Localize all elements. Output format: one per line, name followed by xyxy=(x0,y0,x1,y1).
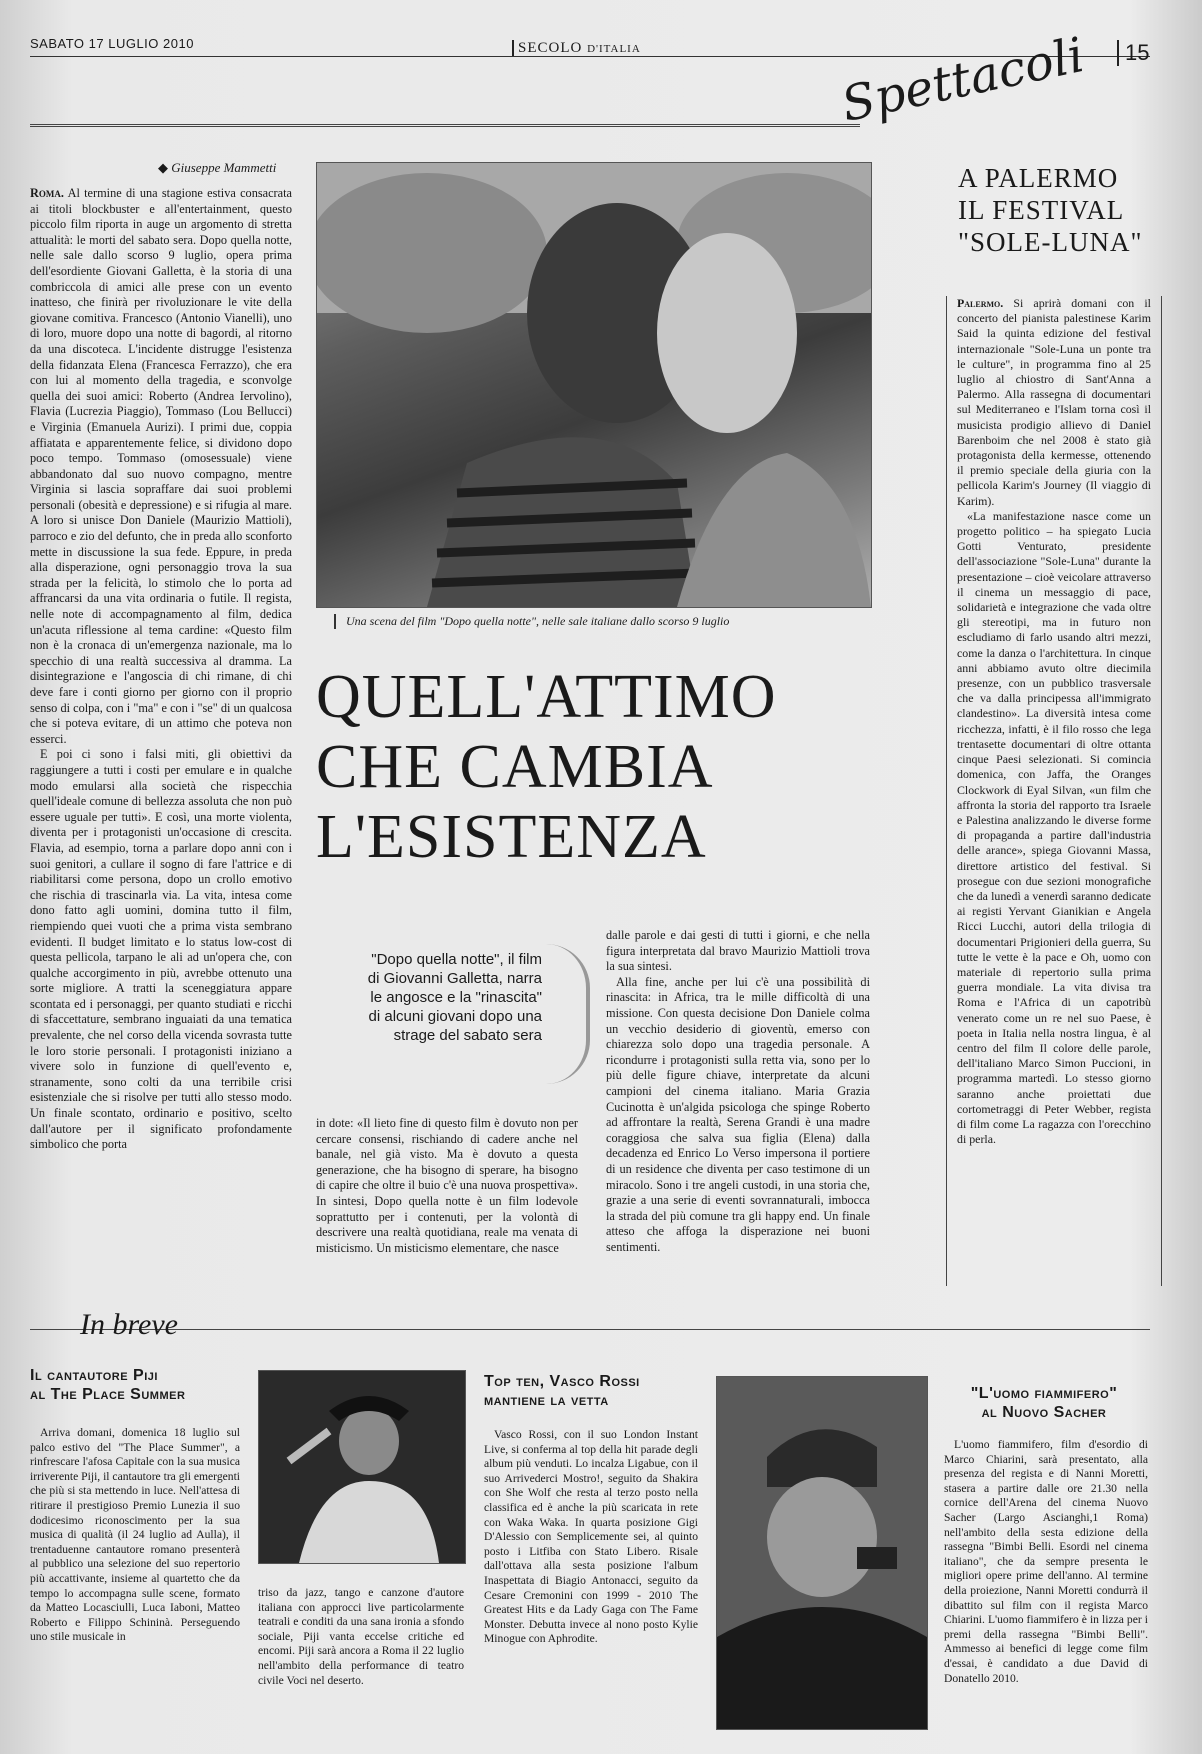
brief-title-line: al The Place Summer xyxy=(30,1386,186,1403)
brief-title-line: Il cantautore Piji xyxy=(30,1367,158,1384)
paragraph-text: Si aprirà domani con il concerto del pianista palestinese Karim Said la quinta edizione del festival internazionale "Sole-Luna un ponte tra le culture", in programma fino al 25 luglio al chiostro di Sant'Anna a Palermo. Alla rassegna di documentari sul Mediterraneo e l'Islam torna così il musicista prodigio allievo di Daniel Barenboim che nel 2008 è stato già protagonista della kermesse, ottenendo il premio speciale della giuria con la pellicola Karim's Journey (Il viaggio di Karim). xyxy=(957,296,1151,508)
photo-illustration xyxy=(259,1371,465,1563)
paragraph-text: Al termine di una stagione estiva consacrata ai titoli blockbuster e all'entertainment, questo piccolo film riporta in auge un argomento di stretta attualità: le morti del sabato sera. Dopo quella notte, nelle sale dallo scorso 9 luglio, opera prima dell'esordiente Giovani Galletta, è la storia di una combriccola di amici alle prese con un evento inatteso, che finirà per rivoluzionare le vite della giovane comitiva. Francesco (Antonio Vianelli), uno di loro, muore dopo una notte di bagordi, al ritorno da una discoteca. L'incidente distrugge l'esistenza della fidanzata Elena (Francesca Ferrazzo), che era con lui al momento della tragedia, e sconvolge quella dei suoi amici: Roberto (Andrea Iervolino), Flavia (Lucrezia Piaggio), Tommaso (Lou Bellucci) e Virginia (Emanuela Aurizi). I primi due, coppia affiatata e apparentemente felice, si dividono dopo poco tempo. Tommaso (omosessuale) viene abbandonato dal suo nuovo compagno, mentre Virginia si lascia sopraffare dai suoi problemi personali (obesità e depressione) e si rifugia al mare. A loro si unisce Don Daniele (Maurizio Mattioli), parroco e zio del defunto, che in preda allo sconforto mette in discussione la sua fede. Eppure, in preda alla disperazione, ogni personaggio trova la sua strada per la felicità, lo stimolo che lo porta ad affrancarsi da una vita ordinaria o futile. Il regista, nelle note di accompagnamento al film, dedica un'acuta riflessione al tema cardine: «Questo film non è la cronaca di un'emergenza nazionale, ma lo specchio di una realtà successiva al dramma. La disintegrazione e l'angoscia di chi rimane, di chi deve fare i conti giorno per giorno con il proprio senso di colpa, con i "ma" e con i "se" di un qualcosa che si poteva evitare, di un attimo che poteva non esserci. xyxy=(30,186,292,746)
brief-paragraph: Arriva domani, domenica 18 luglio sul palco estivo del "The Place Summer", a rinfrescare l'afosa Capitale con la sua musica irriverente Piji, il cantautore tra gli emergenti che più si sta mettendo in luce. Nell'attesa di ritirare il prestigioso Premio Lunezia il suo dodicesimo riconoscimento per la sua musica di qualità (il 24 luglio ad Aulla), il trentaduenne cantautore romano presenterà al pubblico una selezione del suo repertorio più accattivante, insieme al quartetto che da tempo lo accompagna sulle scene, formato da Matteo Locasciulli, Luca Iaboni, Matteo Roberto e Filippo Schininà. Perseguendo uno stile musicale in xyxy=(30,1426,240,1644)
pull-quote-bracket xyxy=(546,944,590,1084)
brief-title-line: "L'uomo fiammifero" xyxy=(970,1385,1118,1402)
brief-title xyxy=(484,1372,694,1410)
sidebar-headline-line: "SOLE-LUNA" xyxy=(958,227,1143,257)
article-paragraph: «La manifestazione nasce come un progetto politico – ha spiegato Lucia Gotti Venturato, presidente dell'associazione "Sole-Luna" durante la presentazione – cioè veicolare attraverso il cinema un messaggio di pace, solidarietà e integrazione che vada oltre gli stereotipi, ma in futuro non escludiamo di farlo usando altri mezzi, come la danza o l'architettura. In cinque anni abbiamo avuto oltre diecimila presenze, con un pubblico trasversale che va dalla principessa all'immigrato clandestino». La diversità intesa come ricchezza, infatti, è il filo rosso che lega trentasette documentari di oltre ottanta cinque Paesi selezionati. Si comincia domenica, con Jaffa, the Oranges Clockwork di Eyal Silvan, «un film che affronta la storia del rapporto tra Israele e Palestina analizzando le diverse forme di propaganda a partire dall'industria delle arance», spiega Giovanni Massa, direttore artistico del festival. Si prosegue con due sezioni monografiche che da lunedì a venerdì saranno dedicate ai registi Yervant Gianikian e Angela Ricci Lucchi, autori della trilogia di documentari Prigionieri della guerra, Su tutte le vette è la pace e Oh, uomo con materiale di repertorio sulla prima guerra mondiale. La vita divisa tra Roma e l'Africa di un capotribù venerato come un re nel suo Paese, è poeta in Italia nella nostra lingua, è al centro del film Il colore delle parole, dell'italiano Marco Simon Puccioni, in programma martedì. Lo stesso giorno saranno anche proiettati due cortometraggi di Peter Webber, regista di film come La ragazza con l'orecchino di perla. xyxy=(957,508,1151,1147)
article-headline xyxy=(316,662,876,872)
page-number: 15 xyxy=(1117,40,1149,66)
photo-caption: Una scena del film "Dopo quella notte", nelle sale italiane dallo scorso 9 luglio xyxy=(334,614,876,629)
brief-body-continued xyxy=(258,1586,464,1726)
brief-title xyxy=(30,1366,240,1404)
in-breve-label: In breve xyxy=(80,1308,178,1341)
brief-paragraph: triso da jazz, tango e canzone d'autore italiana con approcci live particolarmente teatrali e conditi da una sana ironia a sfondo sociale, Piji vanta eccelse critiche ed encomi. Piji sarà ancora a Roma il 22 luglio nell'ambito della performance di teatro civile Voci nel deserto. xyxy=(258,1586,464,1687)
singer-photo xyxy=(258,1370,466,1564)
article-paragraph: dalle parole e dai gesti di tutti i giorni, e che nella figura interpretata dal bravo Maurizio Mattioli trova la sua sintesi. xyxy=(606,928,870,974)
film-scene-photo xyxy=(316,162,872,608)
article-paragraph: Alla fine, anche per lui c'è una possibilità di rinascita: in Africa, tra le mille difficoltà di una missione. Con questa decisione Don Daniele colma un vecchio desiderio di gioventù, emerso con chiarezza solo dopo una tragedia personale. A ricondurre i protagonisti sulla retta via, sono per lo più delle figure chiave, interpretate da alcuni campioni del cinema italiano. Maria Grazia Cucinotta è un'algida psicologa che spinge Roberto ad affrontare la realtà, Serena Grandi è una madre coraggiosa che salva sua figlia (Elena) dalla decadenza ed Enrico Lo Verso impersona il portiere di un residence che diventa per caso testimone di un miracolo. Sono i tre angeli custodi, in una storia che, grazie a una serie di eventi sovrannaturali, imbocca la strada del più comune tra gli happy end. Un finale atteso che affoga la disperazione nei buoni sentimenti. xyxy=(606,974,870,1254)
sidebar-headline-line: A PALERMO xyxy=(958,163,1119,193)
byline: ◆ Giuseppe Mammetti xyxy=(158,160,277,175)
sidebar-article xyxy=(946,296,1162,1286)
brief-title xyxy=(944,1384,1144,1422)
brief-title-line: mantiene la vetta xyxy=(484,1392,609,1409)
brief-body xyxy=(484,1428,698,1726)
headline-line: L'ESISTENZA xyxy=(316,803,707,871)
masthead-title: SECOLO xyxy=(518,40,583,56)
brief-title-line: al Nuovo Sacher xyxy=(981,1404,1107,1421)
director-photo xyxy=(716,1376,928,1730)
section-name: Spettacoli xyxy=(836,27,1089,133)
article-column-2 xyxy=(316,1116,578,1276)
article-paragraph: in dote: «Il lieto fine di questo film è dovuto non per cercare consensi, rischiando di cadere anche nel banale, nel già visto. Ma è dovuto a questa generazione, che ha bisogno di sperare, ha bisogno di capire che oltre il buio c'è una nuova prospettiva». In sintesi, Dopo quella notte è un film lodevole soprattutto per i contenuti, per la volontà di descrivere una realtà quotidiana, reale ma venata di misticismo. Un misticismo elementare, che nasce xyxy=(316,1116,578,1255)
article-paragraph: E poi ci sono i falsi miti, gli obiettivi da raggiungere a tutti i costi per emulare e in qualche modo emularsi alla società che rispecchia quell'ideale comune di bellezza assoluta che non può essere uguale per tutti». E così, una morte violenta, diventa per i protagonisti un'occasione di crescita. Flavia, ad esempio, torna a parlare dopo anni con i suoi genitori, a cullare il sogno di fare l'attrice e di riabilitarsi come persona, dopo un crollo emotivo che rischia di trascinarla via. La vita, intesa come dono fatto agli uomini, domina tutto il film, riempiendo quei vuoti che a prima vista sembrano evidenti. Il budget limitato e lo status low-cost di questa pellicola, tarpano le ali ad un'opera che, con qualche accorgimento in più, avrebbe ottenuto una sorte migliore. A tratti la sceneggiatura appare scontata ed i personaggi, per quanto studiati e ricchi di sfaccettature, sembrano inguaiati da una tematica prevalente, che nel corso della vicenda sovrasta tutte le loro storie personali. I protagonisti iniziano a vivere solo in funzione di quell'evento e, stranamente, sono colti da una terribile crisi esistenziale che si risolve per tutti allo stesso modo. Un finale scontato, ordinario e positivo, scelto dall'autore per il significato profondamente simbolico che porta xyxy=(30,747,292,1152)
section-rule xyxy=(30,124,860,127)
brief-body xyxy=(944,1438,1148,1730)
article-paragraph xyxy=(957,296,1151,509)
brief-body xyxy=(30,1426,240,1726)
masthead xyxy=(512,40,641,57)
dateline: Palermo. xyxy=(957,296,1004,310)
headline-line: CHE CAMBIA xyxy=(316,733,714,801)
issue-date: SABATO 17 LUGLIO 2010 xyxy=(30,36,194,51)
brief-title-line: Top ten, Vasco Rossi xyxy=(484,1373,640,1390)
article-column-3 xyxy=(606,928,870,1276)
dateline: Roma. xyxy=(30,186,64,200)
photo-illustration xyxy=(317,163,871,607)
article-paragraph xyxy=(30,186,292,747)
pull-quote: "Dopo quella notte", il film di Giovanni Galletta, narra le angosce e la "rinascita" di alcuni giovani dopo una strage del sabato sera xyxy=(367,951,542,1044)
sidebar-headline xyxy=(958,162,1148,258)
article-column-1 xyxy=(30,186,292,1276)
brief-paragraph: Vasco Rossi, con il suo London Instant Live, si conferma al top della hit parade degli album più venduti. Lo incalza Ligabue, con il suo Arrivederci Mostro!, seguito da Shakira con She Wolf che resta al terzo posto nella classifica ed è anche la più scaricata in rete con Waka Waka. In quarta posizione Gigi D'Alessio con Semplicemente sei, al quinto posto i Litfiba con Stato Libero. Risale dall'ottava alla sesta posizione l'album Inaspettata di Biagio Antonacci, seguito da Cesare Cremonini con 1999 - 2010 The Greatest Hits e da Lady Gaga con The Fame Monster. Debutta invece al nono posto Kylie Minogue con Aphrodite. xyxy=(484,1428,698,1646)
photo-illustration xyxy=(717,1377,927,1729)
masthead-subtitle: D'ITALIA xyxy=(587,43,641,55)
headline-line: QUELL'ATTIMO xyxy=(316,663,777,731)
in-breve-rule xyxy=(30,1329,1150,1330)
sidebar-headline-line: IL FESTIVAL xyxy=(958,195,1125,225)
brief-paragraph: L'uomo fiammifero, film d'esordio di Marco Chiarini, sarà presentato, alla presenza del regista e di Nanni Moretti, stasera a partire dalle ore 21.30 nella cornice dell'Arena del cinema Nuovo Sacher (Largo Ascianghi,1 Roma) nell'ambito della sesta edizione della rassegna "Bimbi Belli. Esordi nel cinema italiano", che da sempre presenta le migliori opere prime dell'anno. Al termine della proiezione, Nanni Moretti condurrà il dibattito sul film con il regista Marco Chiarini. L'uomo fiammifero è in lizza per i premi della rassegna "Bimbi Belli". Ammesso ai benefici di legge come film d'essai, è candidato a due David di Donatello 2010. xyxy=(944,1438,1148,1685)
